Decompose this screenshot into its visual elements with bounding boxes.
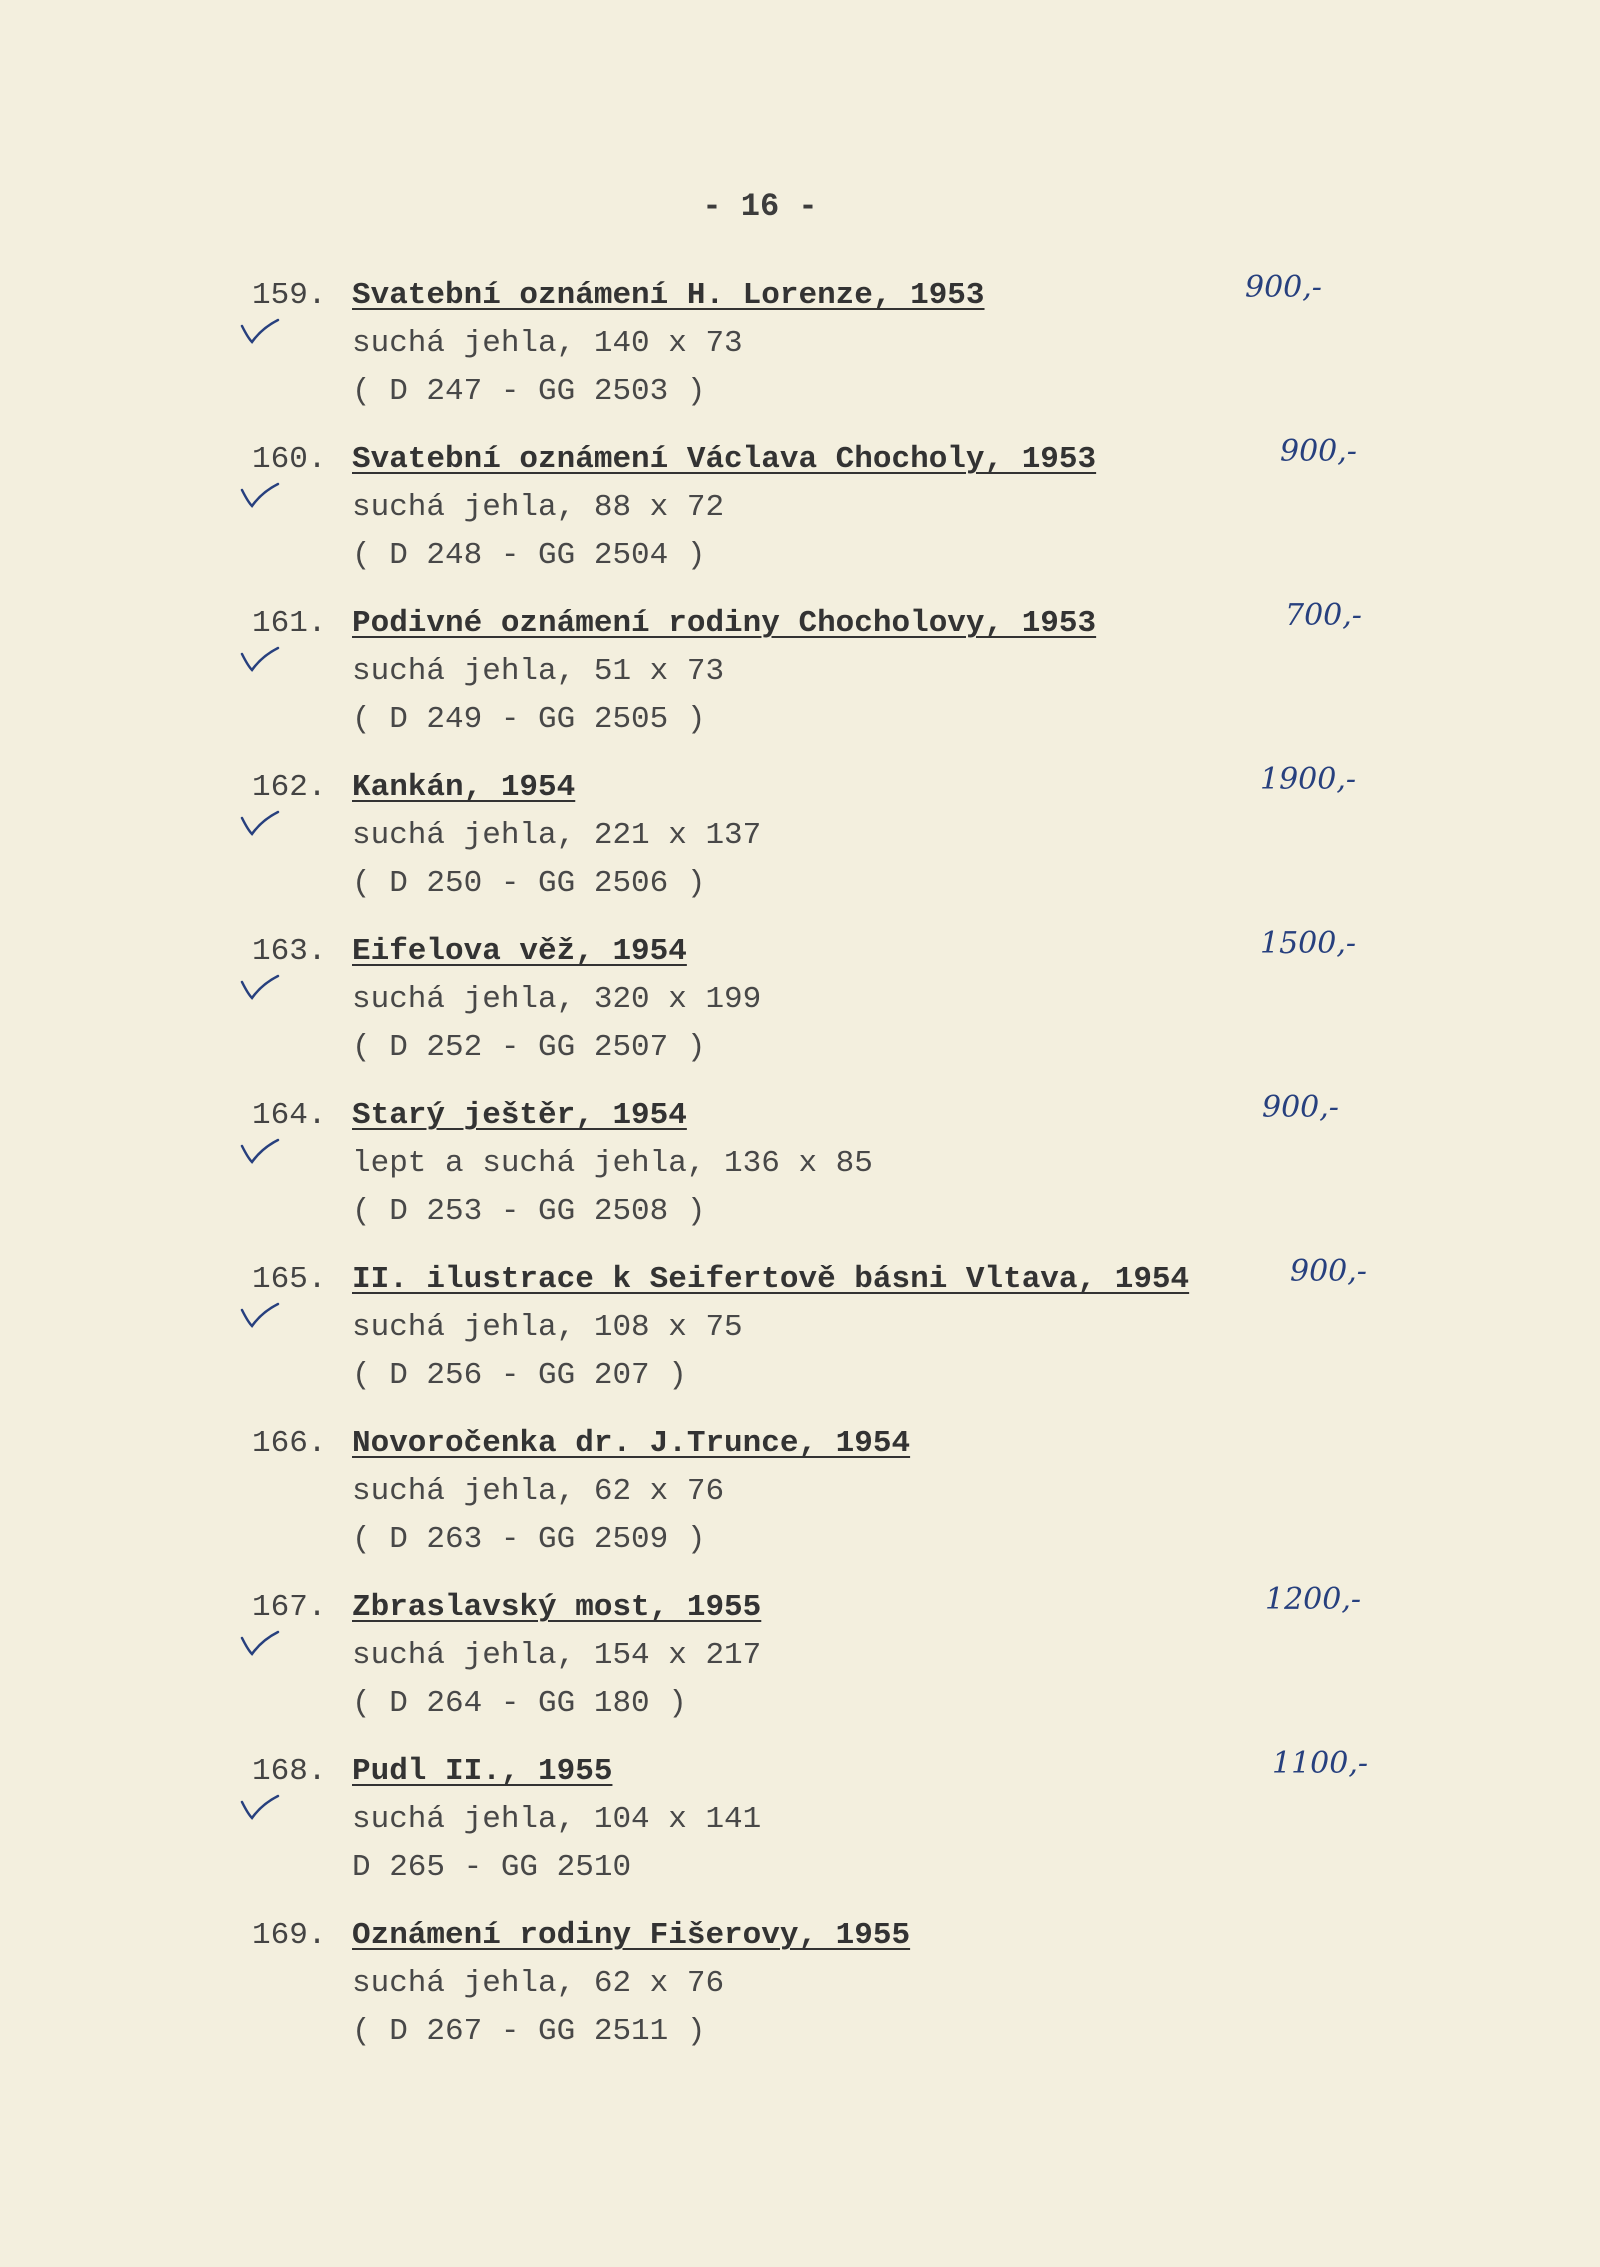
catalog-entry [0, 1254, 1600, 1412]
entry-title: Svatební oznámení H. Lorenze, 1953 [352, 278, 985, 313]
entry-reference: ( D 263 - GG 2509 ) [352, 1522, 706, 1557]
entry-reference: ( D 253 - GG 2508 ) [352, 1194, 706, 1229]
entry-price: 900,- [1290, 1254, 1367, 1289]
entry-technique: suchá jehla, 51 x 73 [352, 654, 725, 689]
entry-reference: ( D 250 - GG 2506 ) [352, 866, 706, 901]
catalog-entry [0, 598, 1600, 756]
entry-reference: ( D 267 - GG 2511 ) [352, 2014, 706, 2049]
checkmark-icon [240, 1628, 280, 1658]
entry-price: 1100,- [1272, 1746, 1369, 1781]
catalog-entry [0, 1090, 1600, 1248]
entry-technique: lept a suchá jehla, 136 x 85 [352, 1146, 873, 1181]
entry-reference: ( D 252 - GG 2507 ) [352, 1030, 706, 1065]
checkmark-icon [240, 972, 280, 1002]
entry-reference: ( D 249 - GG 2505 ) [352, 702, 706, 737]
entry-number: 166. [252, 1426, 327, 1461]
entry-price: 900,- [1262, 1090, 1339, 1125]
entry-technique: suchá jehla, 104 x 141 [352, 1802, 762, 1837]
catalog-entry [0, 1918, 1600, 2068]
checkmark-icon [240, 1300, 280, 1330]
entry-number: 159. [252, 278, 327, 313]
checkmark-icon [240, 644, 280, 674]
catalog-entry [0, 1746, 1600, 1904]
entry-title: Kankán, 1954 [352, 770, 576, 805]
entry-reference: ( D 248 - GG 2504 ) [352, 538, 706, 573]
catalog-entry [0, 762, 1600, 920]
entry-title: Podivné oznámení rodiny Chocholovy, 1953 [352, 606, 1097, 641]
entry-price: 900,- [1245, 270, 1322, 305]
entry-number: 162. [252, 770, 327, 805]
entry-price: 1900,- [1260, 762, 1357, 797]
entry-title: Starý ještěr, 1954 [352, 1098, 687, 1133]
entry-title: II. ilustrace k Seifertově básni Vltava, 1954 [352, 1262, 1190, 1297]
entry-reference: ( D 264 - GG 180 ) [352, 1686, 687, 1721]
catalog-entry [0, 926, 1600, 1084]
checkmark-icon [240, 1792, 280, 1822]
entry-price: 1500,- [1260, 926, 1357, 961]
catalog-entry [0, 270, 1600, 428]
entry-reference: D 265 - GG 2510 [352, 1850, 632, 1885]
entry-title: Svatební oznámení Václava Chocholy, 1953 [352, 442, 1097, 477]
entry-number: 167. [252, 1590, 327, 1625]
entry-reference: ( D 256 - GG 207 ) [352, 1358, 687, 1393]
catalog-entry [0, 1426, 1600, 1576]
entry-number: 161. [252, 606, 327, 641]
catalog-entry [0, 434, 1600, 592]
entry-technique: suchá jehla, 108 x 75 [352, 1310, 743, 1345]
entry-title: Pudl II., 1955 [352, 1754, 613, 1789]
checkmark-icon [240, 1136, 280, 1166]
checkmark-icon [240, 316, 280, 346]
page-number: - 16 - [702, 188, 818, 225]
entry-technique: suchá jehla, 88 x 72 [352, 490, 725, 525]
entry-price: 1200,- [1265, 1582, 1362, 1617]
entry-number: 163. [252, 934, 327, 969]
entry-price: 900,- [1280, 434, 1357, 469]
entry-price: 700,- [1285, 598, 1362, 633]
entry-title: Novoročenka dr. J.Trunce, 1954 [352, 1426, 911, 1461]
entry-technique: suchá jehla, 140 x 73 [352, 326, 743, 361]
entry-technique: suchá jehla, 221 x 137 [352, 818, 762, 853]
catalog-entry [0, 1582, 1600, 1740]
checkmark-icon [240, 808, 280, 838]
entry-title: Oznámení rodiny Fišerovy, 1955 [352, 1918, 911, 1953]
entry-number: 164. [252, 1098, 327, 1133]
entry-technique: suchá jehla, 62 x 76 [352, 1966, 725, 2001]
entry-number: 169. [252, 1918, 327, 1953]
entry-title: Zbraslavský most, 1955 [352, 1590, 762, 1625]
entry-number: 160. [252, 442, 327, 477]
entry-number: 168. [252, 1754, 327, 1789]
entry-technique: suchá jehla, 320 x 199 [352, 982, 762, 1017]
entry-technique: suchá jehla, 62 x 76 [352, 1474, 725, 1509]
entry-title: Eifelova věž, 1954 [352, 934, 687, 969]
entry-technique: suchá jehla, 154 x 217 [352, 1638, 762, 1673]
entry-number: 165. [252, 1262, 327, 1297]
entry-reference: ( D 247 - GG 2503 ) [352, 374, 706, 409]
checkmark-icon [240, 480, 280, 510]
